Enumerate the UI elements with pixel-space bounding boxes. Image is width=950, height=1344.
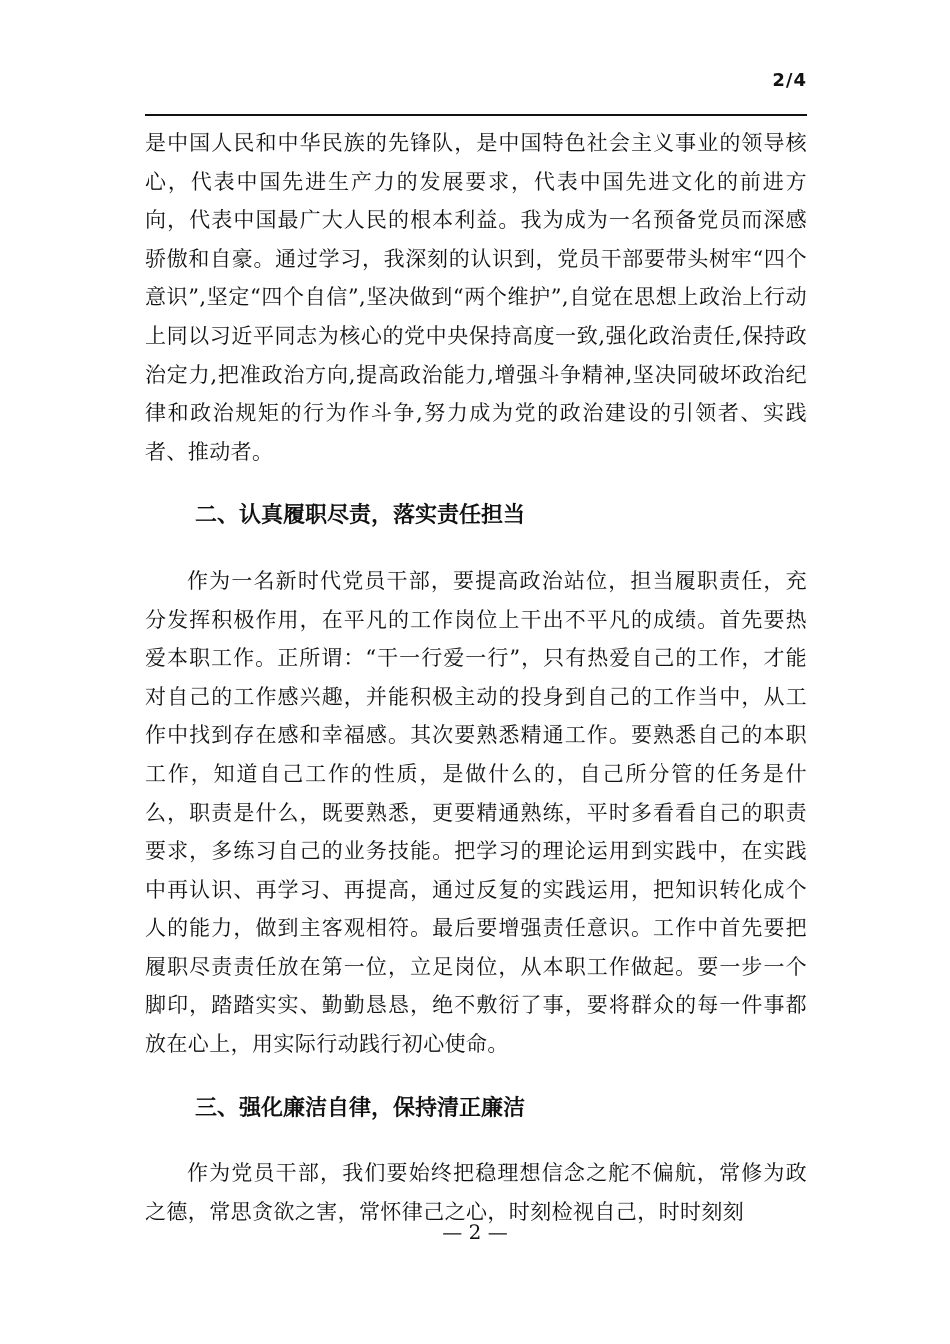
- page-indicator: 2/4: [772, 70, 807, 91]
- document-body: [145, 124, 807, 1231]
- section-heading-3: 三、强化廉洁自律，保持清正廉洁: [195, 1095, 526, 1121]
- header-divider: [145, 114, 807, 116]
- section-heading-2: 二、认真履职尽责，落实责任担当: [195, 503, 526, 529]
- paragraph-2: 作为一名新时代党员干部，要提高政治站位，担当履职责任，充分发挥积极作用，在平凡的工作岗位上干出不平凡的成绩。首先要热爱本职工作。正所谓：“干一行爱一行”，只有热爱自己的工作，才能对自己的工作感兴趣，并能积极主动的投身到自己的工作当中，从工作中找到存在感和幸福感。其次要熟悉精通工作。要熟悉自己的本职工作，知道自己工作的性质，是做什么的，自己所分管的任务是什么，职责是什么，既要熟悉，更要精通熟练，平时多看看自己的职责要求，多练习自己的业务技能。把学习的理论运用到实践中，在实践中再认识、再学习、再提高，通过反复的实践运用，把知识转化成个人的能力，做到主客观相符。最后要增强责任意识。工作中首先要把履职尽责责任放在第一位，立足岗位，从本职工作做起。要一步一个脚印，踏踏实实、勤勤恳恳，绝不敷衍了事，要将群众的每一件事都放在心上，用实际行动践行初心使命。: [145, 568, 807, 1057]
- paragraph-1: 是中国人民和中华民族的先锋队，是中国特色社会主义事业的领导核心，代表中国先进生产力的发展要求，代表中国先进文化的前进方向，代表中国最广大人民的根本利益。我为成为一名预备党员而深感骄傲和自豪。通过学习，我深刻的认识到，党员干部要带头树牢“四个意识”,坚定“四个自信”,坚决做到“两个维护”,自觉在思想上政治上行动上同以习近平同志为核心的党中央保持高度一致,强化政治责任,保持政治定力,把准政治方向,提高政治能力,增强斗争精神,坚决同破坏政治纪律和政治规矩的行为作斗争,努力成为党的政治建设的引领者、实践者、推动者。: [145, 131, 807, 464]
- footer-page-number: — 2 —: [442, 1220, 508, 1244]
- paragraph-3: 作为党员干部，我们要始终把稳理想信念之舵不偏航，常修为政之德，常思贪欲之害，常怀律己之心，时刻检视自己，时时刻刻: [145, 1161, 807, 1224]
